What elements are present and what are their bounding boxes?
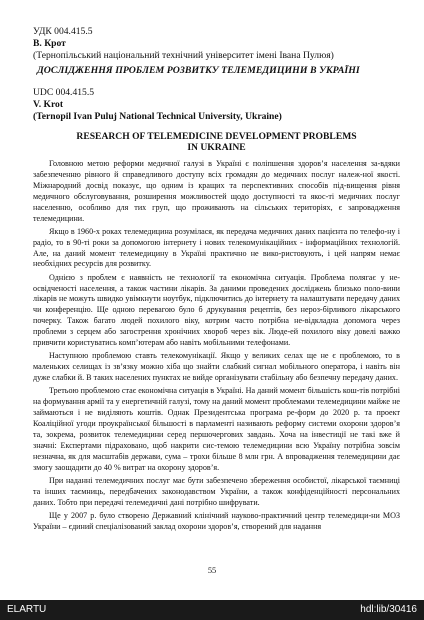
- author-en: V. Krot: [33, 99, 64, 110]
- affiliation-en: (Ternopil Ivan Puluj National Technical University, Ukraine): [33, 111, 282, 122]
- body-text: [33, 159, 400, 533]
- paper-title-en-line2: IN UKRAINE: [187, 142, 246, 153]
- paragraph: Наступною проблемою ставть телекомунікації. Якщо у великих селах ще не є проблемою, то в маленьких селищах із зв’язку можно хіба що знайти слабкий сигнал мобільного оператора, і навіть він дуже слабки й. В таких населених пунктах не вийде організувати стабільну або безпечну передачу даних.: [33, 351, 400, 383]
- author-ua: В. Крот: [33, 38, 66, 49]
- footer-bar: [0, 600, 424, 620]
- paragraph: Головною метою реформи медичної галузі в Україні є поліпшення здоров’я населення за-вдяки забезпеченню рівного й справедливого доступу всіх громадян до медичних послуг належ-ної якості. Міжнародний досвід показує, що одним із кращих та перспективних способів під-вищення рівня медичного обслуговування, розширення можливостей щодо доступності та якос-ті медичних послуг населенню, особливо для тих груп, що проживають на сільських територіях, є запровадження телемедицини.: [33, 159, 400, 223]
- paragraph: Однією з проблем є наявність не технології та економічна ситуація. Проблема полягає у не-освідченості населення, а також частини лікарів. За даними проведених досліджень близько поло-вини лікарів не можуть швидко увімкнути ноутбук, підключитись до інтернету та налаштувати передачу даних чи конференцію. Ще одною перевагою було б друкування рецептів, без нероз-бірливого лікарського почерку. Також багато людей похилого віку, котрим часто потрібна не-відкладна допомога через проблеми з серцем або загострення хронічних хвороб через вік. Люде-ей похилого віку довелі важко привчити користуватись комп’ютерам або навіть мобільними телефонами.: [33, 272, 400, 348]
- paragraph: Якщо в 1960-х роках телемедицина розумілася, як передача медичних даних пацієнта по телефо-ну і радіо, то в 90-ті роки за допомогою інтернету і нових телекомунікаційних - інформаційних технологій. Але, на даний момент телемедицину в Україні практично не вико-ристовують, і цей напрям немає необхідних ресурсів для розвитку.: [33, 226, 400, 269]
- udc-ua: УДК 004.415.5: [33, 26, 93, 37]
- paragraph: Третьою проблемою стає економічна ситуація в Україні. На даний момент більшість кош-тів потрібні на формування армії та у енергетичній галузі, тому на даний момент проблемами телемедицини майже не займаються і не виділяють коштів. Однак Президентська програма ре-форм до 2020 р. та проект Коаліційної угоди проукраїнської більшості в парламенті називають реформу системи охорони здоров’я та, зокрема, розвиток телемедицини серед першочергових завдань. Хоча на інвестиції не такі вже й значні: Експертами підраховано, щоб накрити сис-темою телемедицини всю Україну потрібна зовсім незначна, як для масштабів держави, сума – трохи більше 8 млн грн. А впровадження телемедицини дає змогу заощадити до 40 % витрат на охорону здоров’я.: [33, 386, 400, 472]
- paragraph: При наданні телемедичних послуг має бути забезпечено збереження особистої, лікарської таємниці та інших таємниць, передбачених законодавством України, а також конфіденційності персональних даних. Тобто при передачі телемедичні дані потрібно шифрувати.: [33, 475, 400, 507]
- udc-en: UDC 004.415.5: [33, 87, 95, 98]
- paper-title-ua: ДОСЛІДЖЕННЯ ПРОБЛЕМ РОЗВИТКУ ТЕЛЕМЕДИЦИНИ В УКРАЇНІ: [37, 65, 360, 76]
- repository-label: ELARTU: [7, 604, 47, 615]
- paper-title-en-line1: RESEARCH OF TELEMEDICINE DEVELOPMENT PROBLEMS: [76, 131, 357, 142]
- page-number: 55: [207, 566, 217, 575]
- paper-title-en: [33, 131, 400, 153]
- affiliation-ua: (Тернопільський національний технічний університет імені Івана Пулюя): [33, 50, 334, 61]
- handle-label: hdl:lib/30416: [360, 604, 417, 615]
- paragraph: Ще у 2007 р. було створено Державний клінічний науково-практичний центр телемедици-ни МОЗ України – єдиний спеціалізований заклад охорони здоров’я, створений для надання: [33, 510, 400, 531]
